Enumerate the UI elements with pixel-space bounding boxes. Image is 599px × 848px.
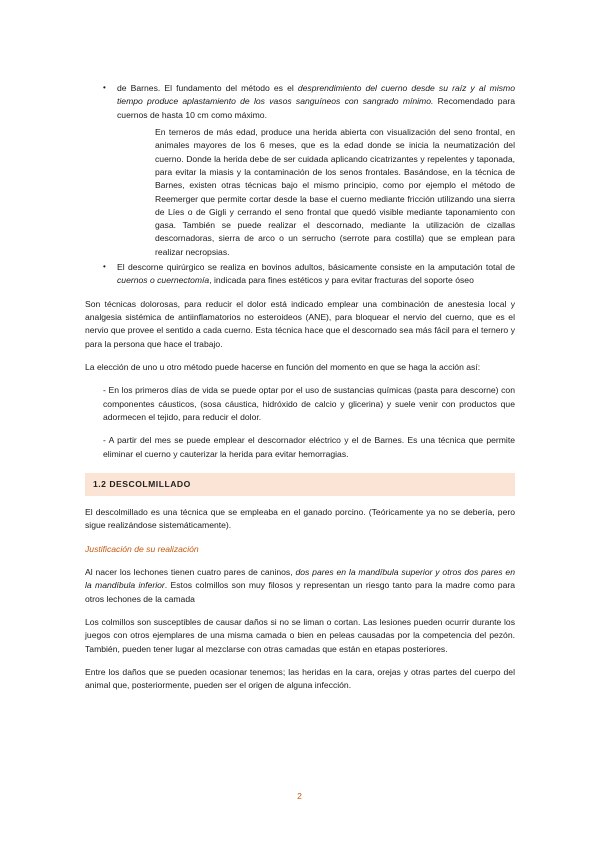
paragraph-from-month: - A partir del mes se puede emplear el descornador eléctrico y el de Barnes. Es una técnica que permite eliminar el cuerno y cauterizar la herida para evitar hemorragias. <box>103 435 515 459</box>
paragraph-first-days: - En los primeros días de vida se puede optar por el uso de sustancias químicas (pasta para descorne) con componentes cáusticos, (sosa cáustica, hidróxido de calcio y glicerina) y suele venir con productos que adormecen el tejido, para reducir el dolor. <box>103 385 515 422</box>
subheading-justification: Justificación de su realización <box>85 543 199 554</box>
bullet-text <box>117 262 515 285</box>
page-content <box>85 82 515 693</box>
paragraph-pain: Son técnicas dolorosas, para reducir el dolor está indicado emplear una combinación de anestesia local y analgesia sistémica de antiinflamatorios no esteroideos (ANE), para bloquear el nervio del cuerno, que es el nervio que provee el sentido a cada cuerno. Esta técnica hace que el descornado sea más fácil para el ternero y para la persona que hace el trabajo. <box>85 298 515 349</box>
text-run: Recomendado para cuernos de hasta 10 cm como máximo. <box>117 96 516 120</box>
text-run: , indicada para fines estéticos y para evitar fracturas del soporte óseo <box>209 275 474 286</box>
paragraph-lechones <box>85 566 515 606</box>
italic-run: desprendimiento del cuerno desde su raíz y al mismo tiempo produce aplastamiento de los vasos sanguíneos con sangrado mínimo. <box>117 83 515 107</box>
paragraph-colmillos: Los colmillos son susceptibles de causar daños si no se liman o cortan. Las lesiones pueden ocurrir durante los juegos con otros ejemplares de una misma camada o bien en peleas causadas por la competencia del pezón. También, pueden tener lugar al mezclarse con otras camadas que están en etapas posteriores. <box>85 617 515 654</box>
italic-run: dos pares en la mandíbula superior y otros dos pares en la mandíbula inferior <box>85 567 515 591</box>
paragraph-danos: Entre los daños que se pueden ocasionar tenemos; las heridas en la cara, orejas y otras partes del cuerpo del animal que, posteriormente, pueden ser el origen de alguna infección. <box>85 666 515 691</box>
section-heading: 1.2 DESCOLMILLADO <box>85 473 515 496</box>
text-run: de Barnes. El fundamento del método es el <box>117 83 298 93</box>
bullet-icon: • <box>103 262 106 272</box>
bullet-item-surgical <box>85 261 515 288</box>
bullet-text <box>117 83 515 120</box>
page-number: 2 <box>297 791 302 801</box>
text-run: . Estos colmillos son muy filosos y representan un riesgo tanto para la madre como para otros lechones de la camada <box>85 580 515 604</box>
paragraph-method-choice: La elección de uno u otro método puede hacerse en función del momento en que se haga la acción así: <box>85 361 481 372</box>
bullet-icon: • <box>103 83 106 92</box>
text-run: Al nacer los lechones tienen cuatro pares de caninos, <box>85 567 296 578</box>
bullet-subparagraph: En terneros de más edad, produce una herida abierta con visualización del seno frontal, en animales mayores de los 6 meses, que es la edad donde se inicia la neumatización del cuerno. Donde la herida debe de ser cuidada aplicando cicatrizantes y repelentes y taponada, para evitar la miasis y la contaminación de los senos frontales. Basándose, en la técnica de Barnes, existen otras técnicas bajo el mismo principio, como por ejemplo el método de Reemerger que permite cortar desde la base el cuerno mediante fricción utilizando una sierra de Líes o de Gigli y cerrando el seno frontal que quedó visible mediante taponamiento con gasa. También se puede realizar el descornado, mediante la utilización de cizallas descornadoras, sierra de arco o un serrucho (serrote para costilla) que se emplean para realizar necropsias. <box>155 126 515 257</box>
italic-run: cuernos o cuernectomía <box>117 275 210 286</box>
text-run: El descorne quirúrgico se realiza en bovinos adultos, básicamente consiste en la amputación total de <box>117 262 515 273</box>
paragraph-descolmillado: El descolmillado es una técnica que se empleaba en el ganado porcino. (Teóricamente ya no se debería, pero sigue realizándose sistemáticamente). <box>85 507 515 531</box>
bullet-item-barnes <box>85 82 515 122</box>
